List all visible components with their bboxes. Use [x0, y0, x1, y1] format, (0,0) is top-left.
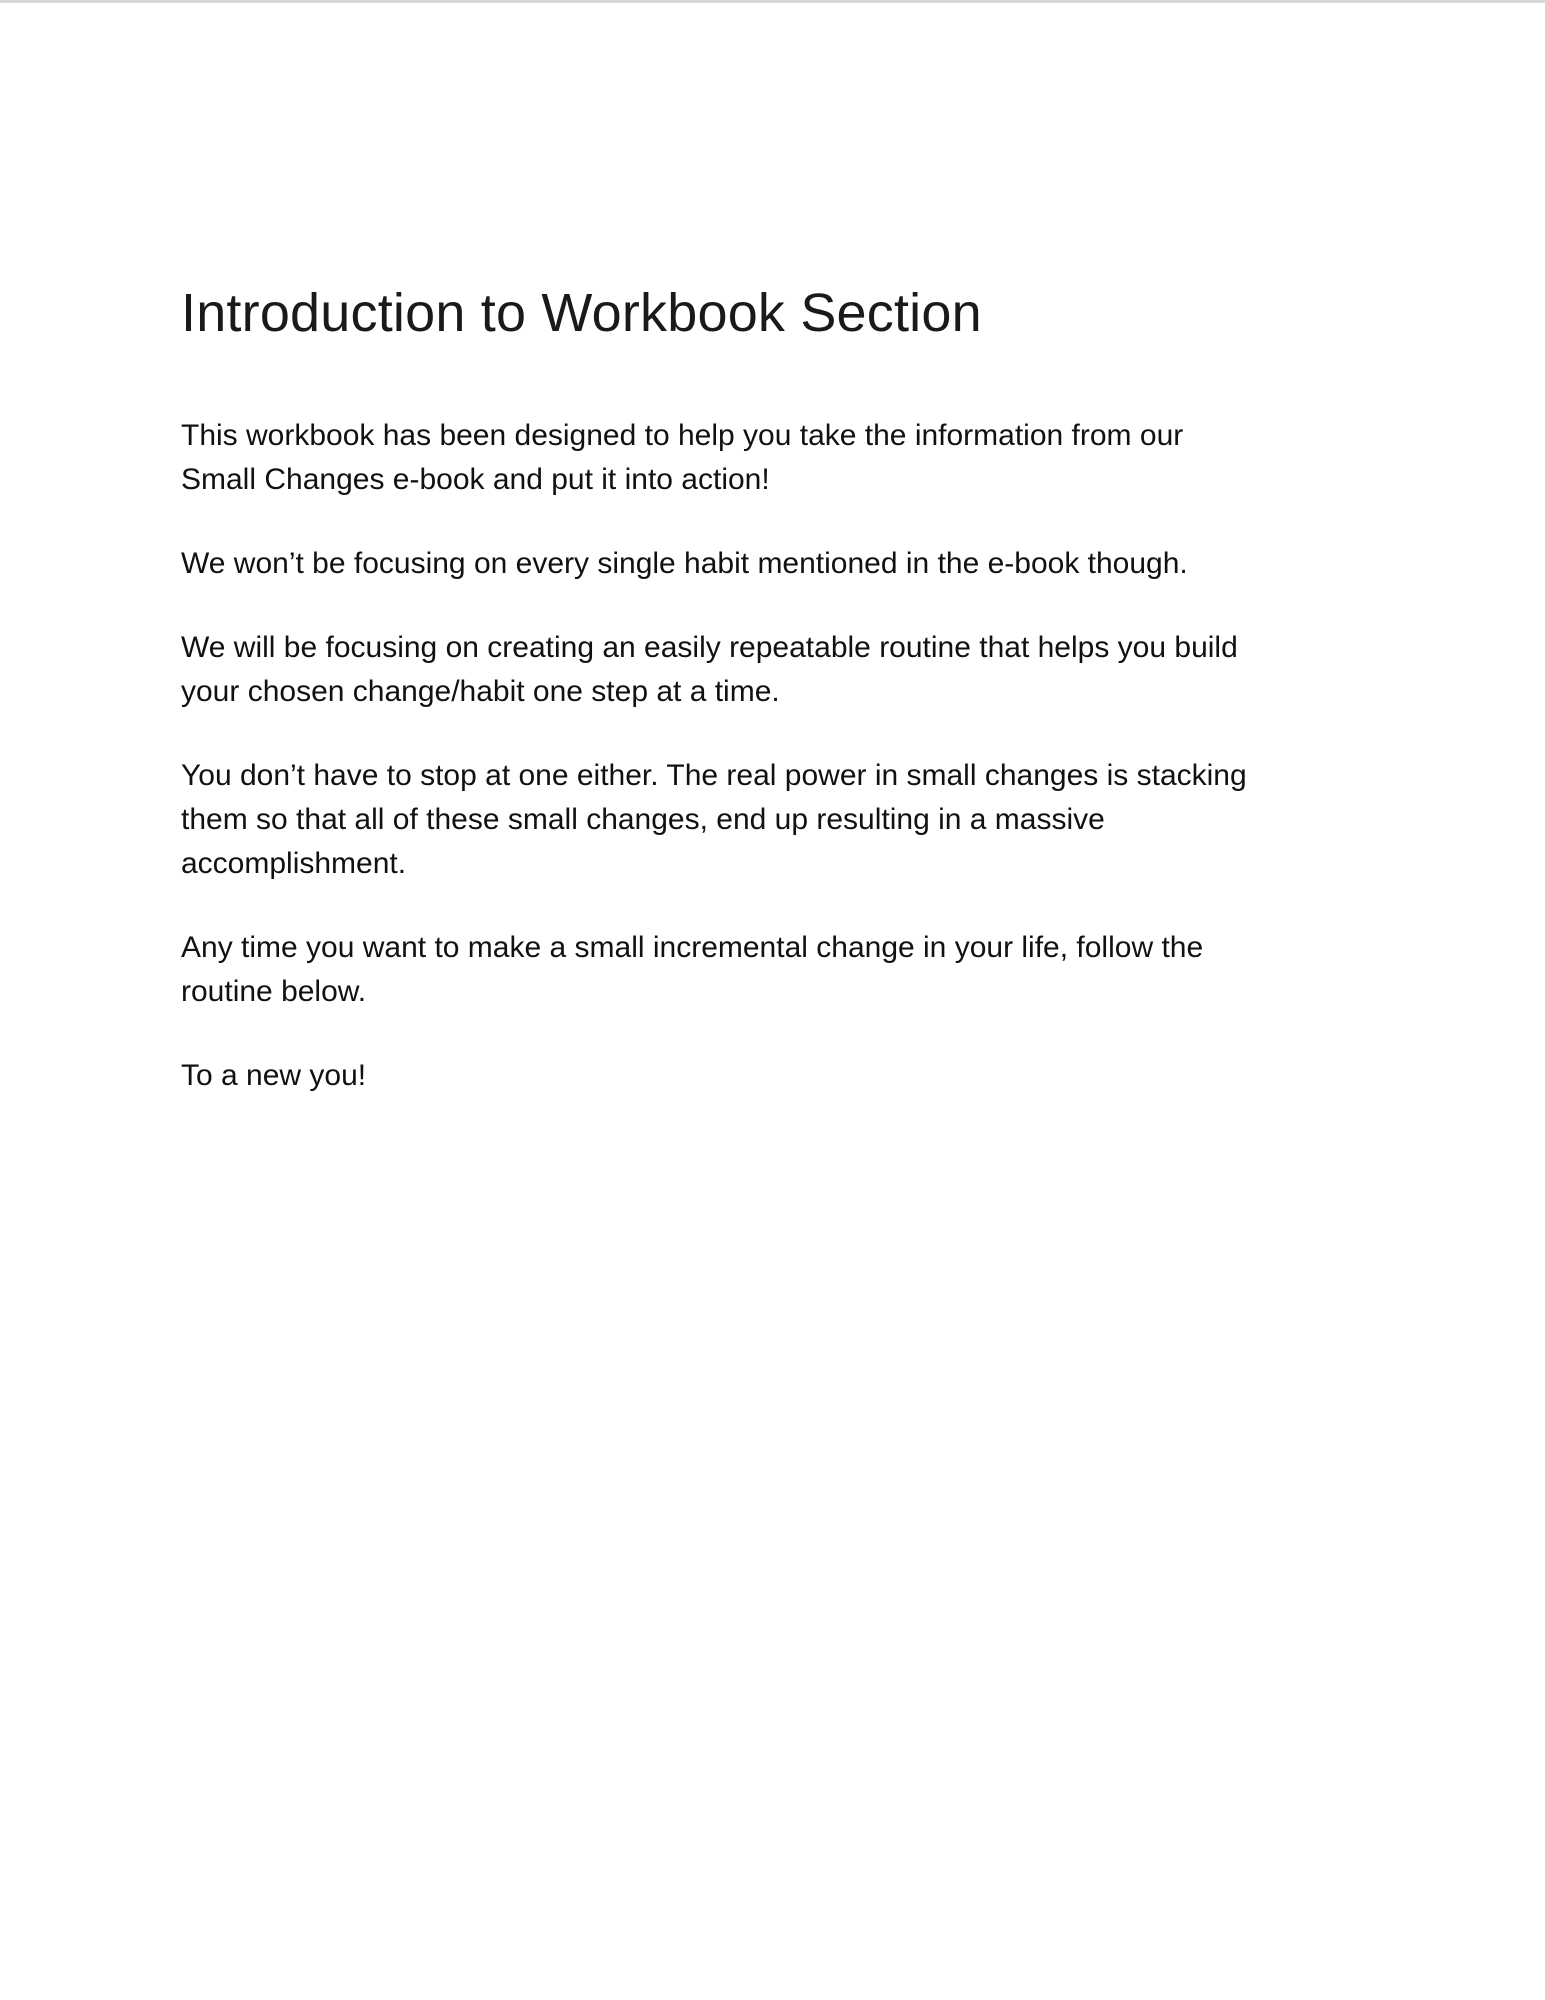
- intro-paragraph-3: We will be focusing on creating an easily repeatable routine that helps you build your chosen change/habit one step at a time.: [181, 631, 1238, 708]
- intro-paragraph-2: We won’t be focusing on every single habit mentioned in the e-book though.: [181, 547, 1188, 580]
- closing-line: To a new you!: [181, 1059, 367, 1092]
- intro-paragraph-1: This workbook has been designed to help you take the information from our Small Changes e-book and put it into action!: [181, 419, 1184, 496]
- intro-paragraph-4: You don’t have to stop at one either. The real power in small changes is stacking them so that all of these small changes, end up resulting in a massive accomplishment.: [181, 759, 1247, 880]
- section-title: Introduction to Workbook Section: [181, 283, 982, 343]
- intro-paragraph-5: Any time you want to make a small incremental change in your life, follow the routine below.: [181, 931, 1204, 1008]
- page-content: [181, 280, 1381, 1138]
